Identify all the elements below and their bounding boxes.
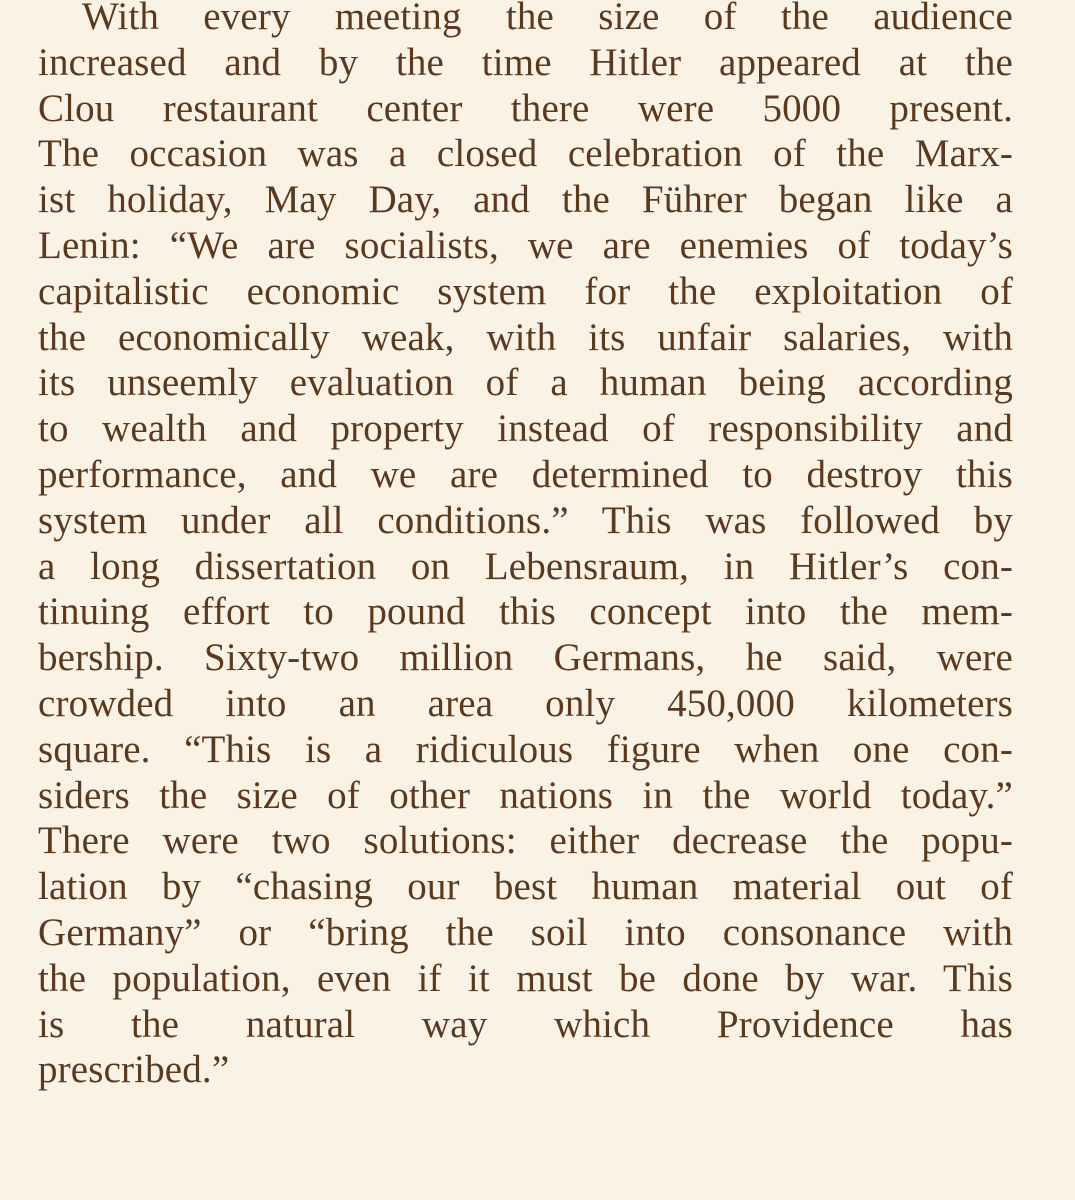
text-line: bership. Sixty-two million Germans, he said, were bbox=[38, 636, 1013, 680]
text-line: capitalistic economic system for the exploitation of bbox=[38, 269, 1013, 313]
text-line: crowded into an area only 450,000 kilometers bbox=[38, 681, 1013, 725]
text-line: tinuing effort to pound this concept into the mem- bbox=[38, 590, 1013, 634]
text-line: the population, even if it must be done by war. This bbox=[38, 956, 1013, 1000]
text-line: Lenin: “We are socialists, we are enemies of today’s bbox=[38, 223, 1013, 267]
text-line: is the natural way which Providence has bbox=[38, 1002, 1013, 1046]
text-line: performance, and we are determined to destroy this bbox=[38, 452, 1013, 496]
text-line: There were two solutions: either decrease the popu- bbox=[38, 819, 1013, 863]
text-line: lation by “chasing our best human material out of bbox=[38, 865, 1013, 909]
text-line: increased and by the time Hitler appeared at the bbox=[38, 40, 1013, 84]
body-paragraph bbox=[38, 0, 1013, 1093]
text-line: its unseemly evaluation of a human being according bbox=[38, 361, 1013, 405]
text-line: With every meeting the size of the audience bbox=[82, 0, 1013, 38]
text-line: ist holiday, May Day, and the Führer began like a bbox=[38, 178, 1013, 222]
text-line: the economically weak, with its unfair salaries, with bbox=[38, 315, 1013, 359]
text-line: siders the size of other nations in the world today.” bbox=[38, 773, 1013, 817]
text-line: Germany” or “bring the soil into consonance with bbox=[38, 910, 1013, 954]
text-line: square. “This is a ridiculous figure when one con- bbox=[38, 727, 1013, 771]
text-line: a long dissertation on Lebensraum, in Hitler’s con- bbox=[38, 544, 1013, 588]
text-line: system under all conditions.” This was followed by bbox=[38, 498, 1013, 542]
text-line: prescribed.” bbox=[38, 1048, 230, 1092]
text-line: The occasion was a closed celebration of the Marx- bbox=[38, 132, 1013, 176]
text-line: Clou restaurant center there were 5000 present. bbox=[38, 86, 1013, 130]
text-line: to wealth and property instead of responsibility and bbox=[38, 407, 1013, 451]
